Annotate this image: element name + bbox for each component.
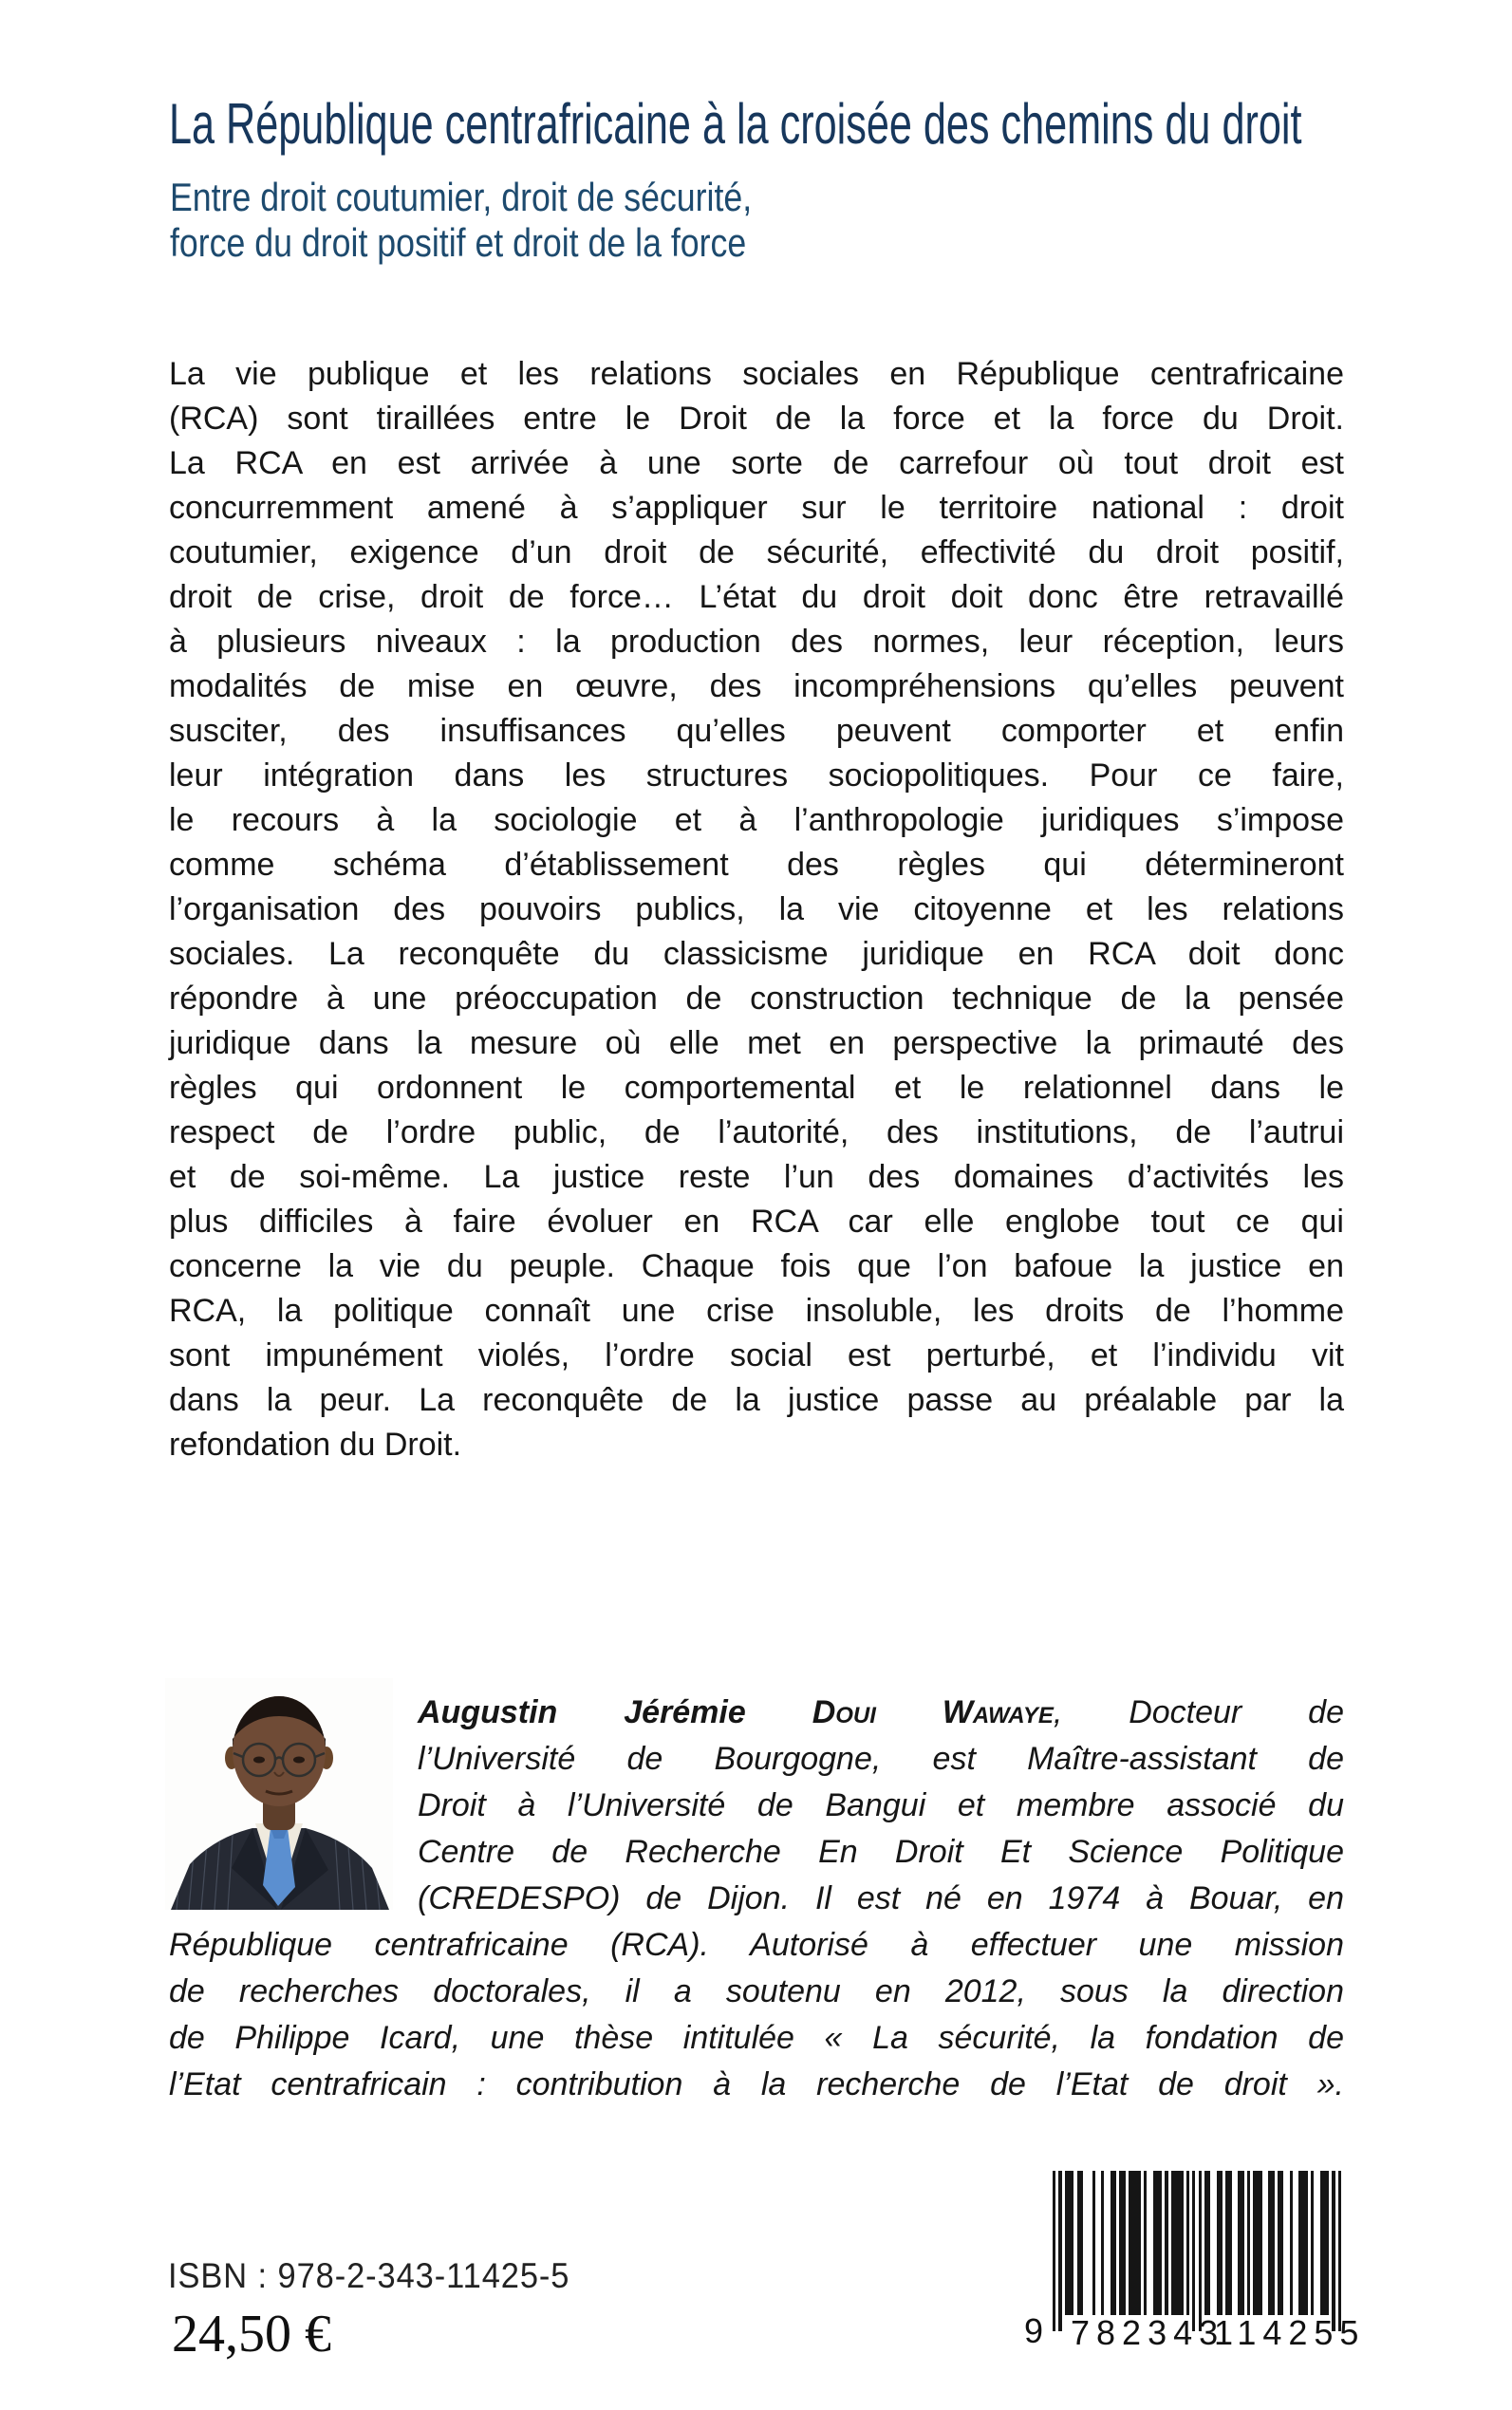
synopsis-line: juridique dans la mesure où elle met en perspective la primauté des	[169, 1025, 1344, 1061]
synopsis-line: La RCA en est arrivée à une sorte de carrefour où tout droit est	[169, 445, 1344, 481]
barcode-digits-left: 782343	[1071, 2313, 1225, 2352]
barcode-bar	[1280, 2171, 1283, 2315]
synopsis-line: à plusieurs niveaux : la production des normes, leur réception, leurs	[169, 624, 1344, 660]
subtitle-line-2: force du droit positif et droit de la force	[170, 220, 747, 265]
barcode-bar	[1229, 2171, 1232, 2315]
author-bio-line-1	[418, 1690, 1344, 1736]
author-bio-line: (CREDESPO) de Dijon. Il est né en 1974 à Bouar, en	[418, 1880, 1344, 1916]
barcode-bar	[1080, 2171, 1083, 2315]
synopsis-line: coutumier, exigence d’un droit de sécurité, effectivité du droit positif,	[169, 534, 1344, 570]
barcode-bar	[1144, 2171, 1147, 2315]
barcode-bar	[1180, 2171, 1183, 2315]
author-bio-line: l’Université de Bourgogne, est Maître-assistant de	[418, 1741, 1344, 1777]
barcode-bar	[1113, 2171, 1116, 2315]
synopsis-line: dans la peur. La reconquête de la justice passe au préalable par la	[169, 1382, 1344, 1418]
author-bio-line: Droit à l’Université de Bangui et membre associé du	[418, 1787, 1344, 1823]
synopsis-line: (RCA) sont tiraillées entre le Droit de la force et la force du Droit.	[169, 401, 1344, 437]
synopsis-line: sont impunément violés, l’ordre social est perturbé, et l’individu vit	[169, 1337, 1344, 1373]
author-photo	[165, 1678, 393, 1910]
barcode-bar	[1241, 2171, 1243, 2315]
barcode-bar	[1260, 2171, 1262, 2315]
author-last-names: Doui Wawaye	[812, 1694, 1054, 1730]
author-bio-line: l’Etat centrafricain : contribution à la recherche de l’Etat de droit ».	[169, 2066, 1344, 2102]
barcode-bar	[1311, 2171, 1314, 2315]
barcode-bar	[1305, 2171, 1308, 2315]
synopsis-line: plus difficiles à faire évoluer en RCA car elle englobe tout ce qui	[169, 1204, 1344, 1240]
synopsis-line: susciter, des insuffisances qu’elles peuvent comporter et enfin	[169, 713, 1344, 749]
barcode-bar	[1159, 2171, 1162, 2315]
barcode-bar	[1332, 2171, 1335, 2331]
author-bio-line: de Philippe Icard, une thèse intitulée « La sécurité, la fondation de	[169, 2020, 1344, 2056]
author-bio-upper	[418, 1690, 1344, 1922]
barcode	[1024, 2171, 1375, 2356]
barcode-bar	[1271, 2171, 1274, 2315]
price-text: 24,50 €	[172, 2305, 331, 2363]
barcode-digit-lead: 9	[1024, 2311, 1044, 2350]
barcode-bar	[1338, 2171, 1341, 2331]
barcode-bar	[1053, 2171, 1055, 2331]
barcode-bar	[1220, 2171, 1223, 2315]
author-bio-line: République centrafricaine (RCA). Autorisé à effectuer une mission	[169, 1927, 1344, 1963]
author-bio-line: de recherches doctorales, il a soutenu en 2012, sous la direction	[169, 1973, 1344, 2009]
barcode-bar	[1326, 2171, 1329, 2315]
barcode-bar	[1192, 2171, 1195, 2331]
barcode-bar	[1199, 2171, 1202, 2331]
synopsis-line: La vie publique et les relations sociales en République centrafricaine	[169, 356, 1344, 392]
isbn-text: ISBN : 978-2-343-11425-5	[168, 2256, 570, 2295]
barcode-bar	[1058, 2171, 1061, 2331]
author-portrait-graphic	[165, 1678, 393, 1910]
barcode-bar	[1071, 2171, 1073, 2315]
barcode-bar	[1101, 2171, 1104, 2315]
author-title-text: , Docteur de	[1053, 1694, 1344, 1730]
synopsis-line: sociales. La reconquête du classicisme juridique en RCA doit donc	[169, 936, 1344, 972]
barcode-bar	[1207, 2171, 1210, 2315]
synopsis-line: concurremment amené à s’appliquer sur le territoire national : droit	[169, 490, 1344, 526]
barcode-bar	[1165, 2171, 1167, 2315]
barcode-bars	[1053, 2171, 1345, 2331]
barcode-bar	[1123, 2171, 1126, 2315]
synopsis-line: refondation du Droit.	[169, 1427, 462, 1463]
barcode-digits-right: 114255	[1214, 2313, 1366, 2352]
synopsis-line: le recours à la sociologie et à l’anthropologie juridiques s’impose	[169, 802, 1344, 838]
barcode-bar	[1092, 2171, 1095, 2315]
synopsis-line: leur intégration dans les structures sociopolitiques. Pour ce faire,	[169, 757, 1344, 794]
synopsis-line: RCA, la politique connaît une crise insoluble, les droits de l’homme	[169, 1293, 1344, 1329]
synopsis-text	[169, 352, 1344, 1467]
synopsis-line: droit de crise, droit de force… L’état du droit doit donc être retravaillé	[169, 579, 1344, 615]
author-bio-line: Centre de Recherche En Droit Et Science Politique	[418, 1834, 1344, 1870]
barcode-bar	[1186, 2171, 1189, 2315]
synopsis-line: et de soi-même. La justice reste l’un des domaines d’activités les	[169, 1159, 1344, 1195]
book-subtitle	[170, 175, 752, 266]
synopsis-line: concerne la vie du peuple. Chaque fois que l’on bafoue la justice en	[169, 1248, 1344, 1284]
book-title: La République centrafricaine à la croisée des chemins du droit	[169, 92, 1302, 156]
barcode-bar	[1247, 2171, 1250, 2315]
subtitle-line-1: Entre droit coutumier, droit de sécurité,	[170, 175, 753, 219]
synopsis-line: respect de l’ordre public, de l’autorité, des institutions, de l’autrui	[169, 1114, 1344, 1150]
synopsis-line: répondre à une préoccupation de construction technique de la pensée	[169, 981, 1344, 1017]
synopsis-line: règles qui ordonnent le comportemental et le relationnel dans le	[169, 1070, 1344, 1106]
author-first-names: Augustin Jérémie	[418, 1694, 746, 1730]
author-bio-lower	[169, 1922, 1344, 2108]
synopsis-line: comme schéma d’établissement des règles qui détermineront	[169, 847, 1344, 883]
barcode-bar	[1138, 2171, 1141, 2315]
barcode-bar	[1290, 2171, 1293, 2315]
synopsis-line: modalités de mise en œuvre, des incompréhensions qu’elles peuvent	[169, 668, 1344, 704]
synopsis-line: l’organisation des pouvoirs publics, la vie citoyenne et les relations	[169, 891, 1344, 927]
